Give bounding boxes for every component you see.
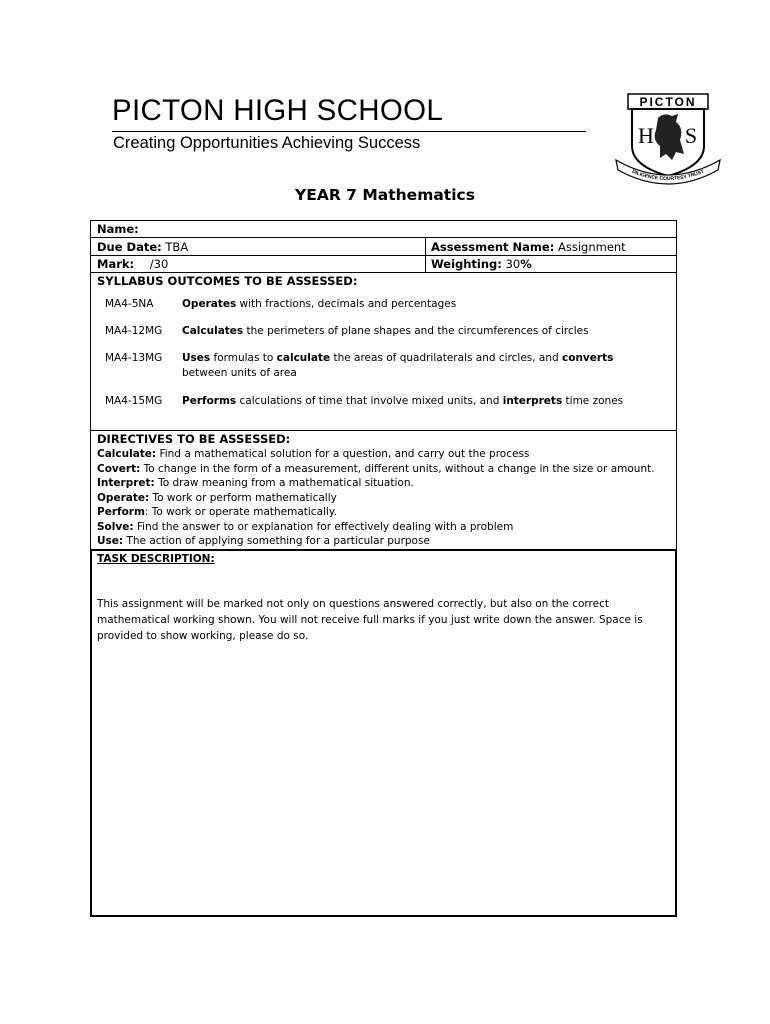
directive-item <box>97 491 337 506</box>
svg-text:DILIGENCE COURTESY TRUST: DILIGENCE COURTESY TRUST <box>630 168 706 183</box>
row-divider <box>90 255 677 256</box>
due-date-field <box>97 240 188 254</box>
directive-description: : To work or operate mathematically. <box>144 506 337 518</box>
assessment-name-label: Assessment Name: <box>431 240 555 254</box>
name-label: Name: <box>97 222 139 236</box>
row-divider <box>90 272 677 273</box>
svg-text:H: H <box>638 123 654 148</box>
directive-term: Solve: <box>97 520 134 533</box>
task-description-heading: TASK DESCRIPTION: <box>97 553 215 565</box>
due-date-value: TBA <box>165 240 189 254</box>
directive-item <box>97 520 513 535</box>
assessment-name-value: Assignment <box>557 240 626 254</box>
directive-item <box>97 447 529 462</box>
syllabus-heading: SYLLABUS OUTCOMES TO BE ASSESSED: <box>97 274 358 288</box>
mark-value: /30 <box>149 257 169 271</box>
directive-term: Operate: <box>97 491 150 504</box>
directive-term: Calculate: <box>97 448 157 460</box>
outcome-description: Performs calculations of time that involve mixed units, and interprets time zones <box>182 395 624 407</box>
directives-heading: DIRECTIVES TO BE ASSESSED: <box>97 432 291 446</box>
outcome-description: Operates with fractions, decimals and percentages <box>182 298 457 310</box>
school-crest-logo <box>614 88 722 188</box>
row-divider <box>90 237 677 238</box>
mark-label: Mark: <box>97 257 135 271</box>
directive-description: To work or perform mathematically <box>149 491 337 504</box>
outcome-code: MA4-12MG <box>105 325 163 337</box>
outcome-code: MA4-13MG <box>105 352 163 364</box>
weighting-unit: % <box>520 257 532 271</box>
mark-field <box>97 257 168 271</box>
svg-text:PICTON: PICTON <box>639 95 697 109</box>
directive-term: Use: <box>97 535 124 547</box>
header-divider <box>112 131 586 132</box>
section-divider <box>90 430 677 431</box>
column-divider <box>425 237 426 272</box>
directive-description: Find the answer to or explanation for effectively dealing with a problem <box>133 520 514 533</box>
task-description-text: This assignment will be marked not only on questions answered correctly, but also on the correct mathematical working shown. You will not receive full marks if you just write down the answer. Space is provided to show working, please do so. <box>97 598 643 642</box>
svg-text:S: S <box>684 123 698 148</box>
outcome-description: Uses formulas to calculate the areas of quadrilaterals and circles, and converts between units of area <box>182 352 614 379</box>
document-title: YEAR 7 Mathematics <box>295 186 475 204</box>
weighting-label: Weighting: <box>431 257 502 271</box>
directive-term: Perform <box>97 506 145 518</box>
assessment-name-field <box>431 240 626 254</box>
directive-description: To draw meaning from a mathematical situation. <box>154 477 414 489</box>
directive-description: Find a mathematical solution for a question, and carry out the process <box>156 448 530 460</box>
outcome-code: MA4-15MG <box>105 395 163 407</box>
directive-term: Covert: <box>97 462 141 475</box>
directive-item <box>97 505 337 520</box>
weighting-field <box>431 257 532 271</box>
weighting-value: 30 <box>505 257 521 271</box>
directive-item <box>97 476 414 491</box>
school-name: PICTON HIGH SCHOOL <box>112 94 444 127</box>
outcome-description: Calculates the perimeters of plane shapes and the circumferences of circles <box>182 325 589 337</box>
directive-description: The action of applying something for a particular purpose <box>123 535 430 547</box>
due-date-label: Due Date: <box>97 240 162 254</box>
outcome-code: MA4-5NA <box>105 298 154 310</box>
directive-item <box>97 534 430 549</box>
directive-term: Interpret: <box>97 477 155 489</box>
directive-item <box>97 462 655 477</box>
school-motto: Creating Opportunities Achieving Success <box>113 134 421 152</box>
directive-description: To change in the form of a measurement, different units, without a change in the size or amount. <box>140 462 655 475</box>
